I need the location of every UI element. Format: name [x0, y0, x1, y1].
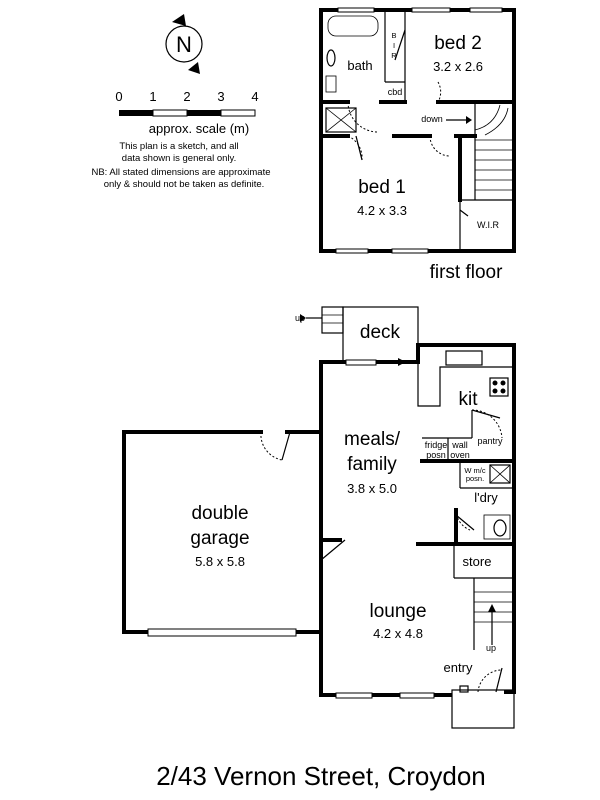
scale-tick-0: 0: [115, 89, 123, 104]
kit-label: kit: [458, 389, 478, 410]
store-label: store: [462, 554, 492, 569]
garage-label-1: double: [191, 503, 249, 524]
compass-letter: N: [176, 32, 192, 57]
wm-label-1: W m/c: [464, 466, 486, 475]
deck-up-label: up: [294, 313, 306, 323]
lounge-label: lounge: [369, 601, 427, 622]
fridge-label-1: fridge: [424, 440, 448, 450]
note-line-3: NB: All stated dimensions are approximate: [91, 167, 271, 178]
scale-tick-3: 3: [217, 89, 225, 104]
bir-letter-i: I: [392, 41, 396, 50]
bed1-name: bed 1: [358, 177, 406, 198]
first-floor-plan: [321, 8, 514, 283]
bir-letter-b: B: [391, 31, 397, 40]
note-line-1: This plan is a sketch, and all: [119, 141, 239, 152]
first-floor-label: first floor: [429, 262, 503, 283]
bir-letter-r: R: [391, 51, 397, 60]
scale-bar: [115, 89, 258, 136]
bed2-dims: 3.2 x 2.6: [433, 59, 483, 74]
pantry-label: pantry: [477, 436, 503, 446]
bath-label: bath: [347, 58, 373, 73]
ldry-label: l'dry: [474, 490, 498, 505]
scale-tick-2: 2: [183, 89, 191, 104]
meals-label-2: family: [347, 454, 397, 475]
wall-oven-label-2: oven: [450, 450, 470, 460]
disclaimer-notes: [91, 141, 270, 190]
down-label: down: [421, 114, 443, 124]
wir-label: W.I.R: [477, 220, 499, 230]
ground-floor-plan: [124, 307, 514, 728]
wm-label-2: posn.: [465, 474, 485, 483]
entry-label: entry: [443, 660, 473, 675]
fridge-label-2: posn: [426, 450, 446, 460]
garage-dims: 5.8 x 5.8: [195, 554, 245, 569]
south-arrow-icon: [188, 62, 200, 74]
note-line-4: only & should not be taken as definite.: [103, 179, 265, 190]
deck-label: deck: [359, 322, 401, 343]
address-title: 2/43 Vernon Street, Croydon: [156, 761, 486, 791]
garage-label-2: garage: [190, 528, 250, 549]
meals-dims: 3.8 x 5.0: [347, 481, 397, 496]
scale-label: approx. scale (m): [148, 121, 250, 136]
north-arrow-icon: [172, 14, 186, 26]
bed2-name: bed 2: [434, 33, 482, 54]
note-line-2: data shown is general only.: [121, 153, 237, 164]
scale-tick-4: 4: [251, 89, 259, 104]
lounge-dims: 4.2 x 4.8: [373, 626, 423, 641]
meals-label-1: meals/: [344, 429, 400, 450]
stair-up-label: up: [485, 643, 497, 653]
compass: [166, 14, 202, 74]
wall-oven-label-1: wall: [452, 440, 468, 450]
cbd-label: cbd: [387, 87, 403, 97]
scale-tick-1: 1: [149, 89, 157, 104]
bed1-dims: 4.2 x 3.3: [357, 203, 407, 218]
